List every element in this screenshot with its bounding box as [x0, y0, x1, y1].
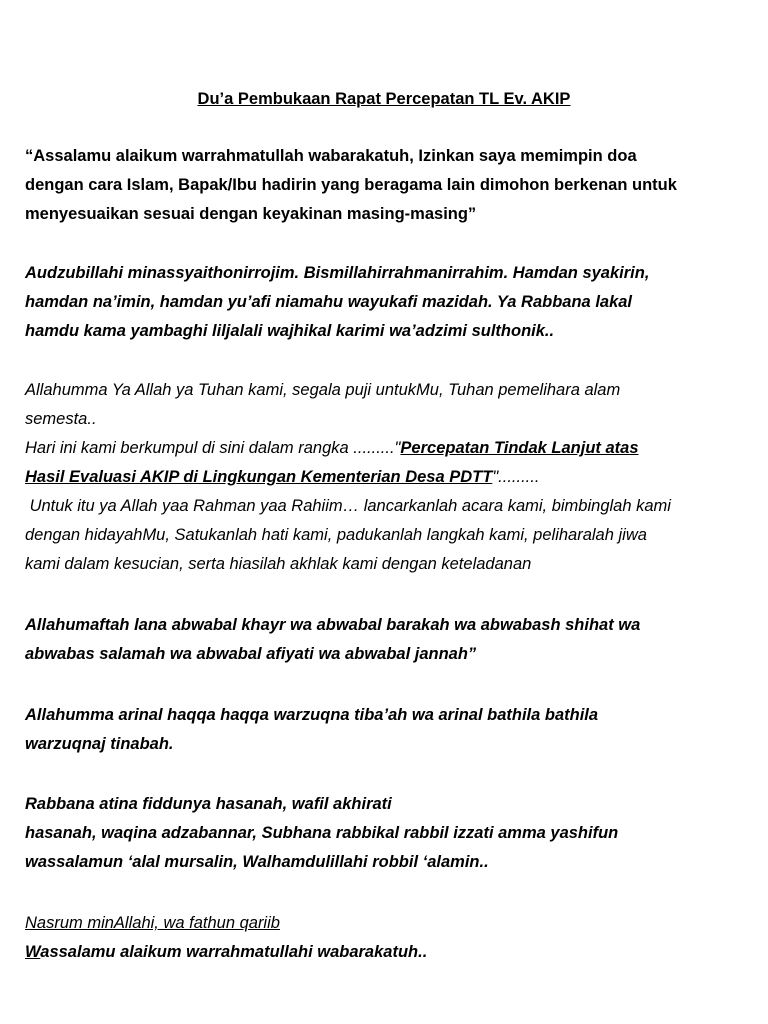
opening-paragraph — [25, 142, 755, 229]
opening-line-2: dengan cara Islam, Bapak/Ibu hadirin yang beragama lain dimohon berkenan untuk — [25, 176, 677, 194]
allahumaftah-line-1: Allahumaftah lana abwabal khayr wa abwabal barakah wa abwabash shihat wa — [25, 616, 641, 634]
rabbana-line-3: wassalamun ‘alal mursalin, Walhamdulillahi robbil ‘alamin.. — [25, 853, 489, 871]
allahumaftah-paragraph — [25, 611, 755, 669]
prayer-line-4-suffix: "......... — [492, 468, 540, 486]
prayer-line-6: dengan hidayahMu, Satukanlah hati kami, padukanlah langkah kami, peliharalah jiwa — [25, 526, 647, 544]
prayer-line-4 — [25, 463, 755, 492]
arinal-paragraph — [25, 701, 755, 759]
rabbana-paragraph — [25, 790, 755, 877]
praise-line-3: hamdu kama yambaghi liljalali wajhikal karimi wa’adzimi sulthonik.. — [25, 322, 555, 340]
praise-line-2: hamdan na’imin, hamdan yu’afi niamahu wayukafi mazidah. Ya Rabbana lakal — [25, 293, 633, 311]
opening-line-1: “Assalamu alaikum warrahmatullah wabarakatuh, Izinkan saya memimpin doa — [25, 147, 637, 165]
document-title: Du’a Pembukaan Rapat Percepatan TL Ev. AKIP — [197, 90, 571, 108]
rabbana-line-1: Rabbana atina fiddunya hasanah, wafil akhirati — [25, 795, 392, 813]
prayer-line-2: semesta.. — [25, 410, 97, 428]
allahumaftah-line-2: abwabas salamah wa abwabal afiyati wa abwabal jannah” — [25, 645, 477, 663]
arinal-line-2: warzuqnaj tinabah. — [25, 735, 174, 753]
prayer-line-5: Untuk itu ya Allah yaa Rahman yaa Rahiim… lancarkanlah acara kami, bimbinglah kami — [25, 497, 671, 515]
rabbana-line-2: hasanah, waqina adzabannar, Subhana rabbikal rabbil izzati amma yashifun — [25, 824, 619, 842]
opening-line-3: menyesuaikan sesuai dengan keyakinan masing-masing” — [25, 205, 477, 223]
praise-line-1: Audzubillahi minassyaithonirrojim. Bismillahirrahmanirrahim. Hamdan syakirin, — [25, 264, 650, 282]
closing-paragraph — [25, 909, 755, 967]
nasrum-line: Nasrum minAllahi, wa fathun qariib — [25, 914, 280, 932]
prayer-line-3 — [25, 434, 755, 463]
prayer-line-3-text: Hari ini kami berkumpul di sini dalam rangka ........." — [25, 439, 401, 457]
prayer-paragraph — [25, 376, 755, 579]
wassalamu-rest: assalamu alaikum warrahmatullahi wabarakatuh.. — [40, 943, 428, 961]
arinal-line-1: Allahumma arinal haqqa haqqa warzuqna tiba’ah wa arinal bathila bathila — [25, 706, 599, 724]
prayer-line-1: Allahumma Ya Allah ya Tuhan kami, segala puji untukMu, Tuhan pemelihara alam — [25, 381, 621, 399]
prayer-line-7: kami dalam kesucian, serta hiasilah akhlak kami dengan keteladanan — [25, 555, 532, 573]
event-name-part-1: Percepatan Tindak Lanjut atas — [400, 439, 639, 457]
event-name-part-2: Hasil Evaluasi AKIP di Lingkungan Kementerian Desa PDTT — [25, 468, 493, 486]
wassalamu-initial: W — [25, 943, 41, 961]
arabic-praise-paragraph — [25, 259, 755, 346]
wassalamu-line — [25, 938, 755, 967]
